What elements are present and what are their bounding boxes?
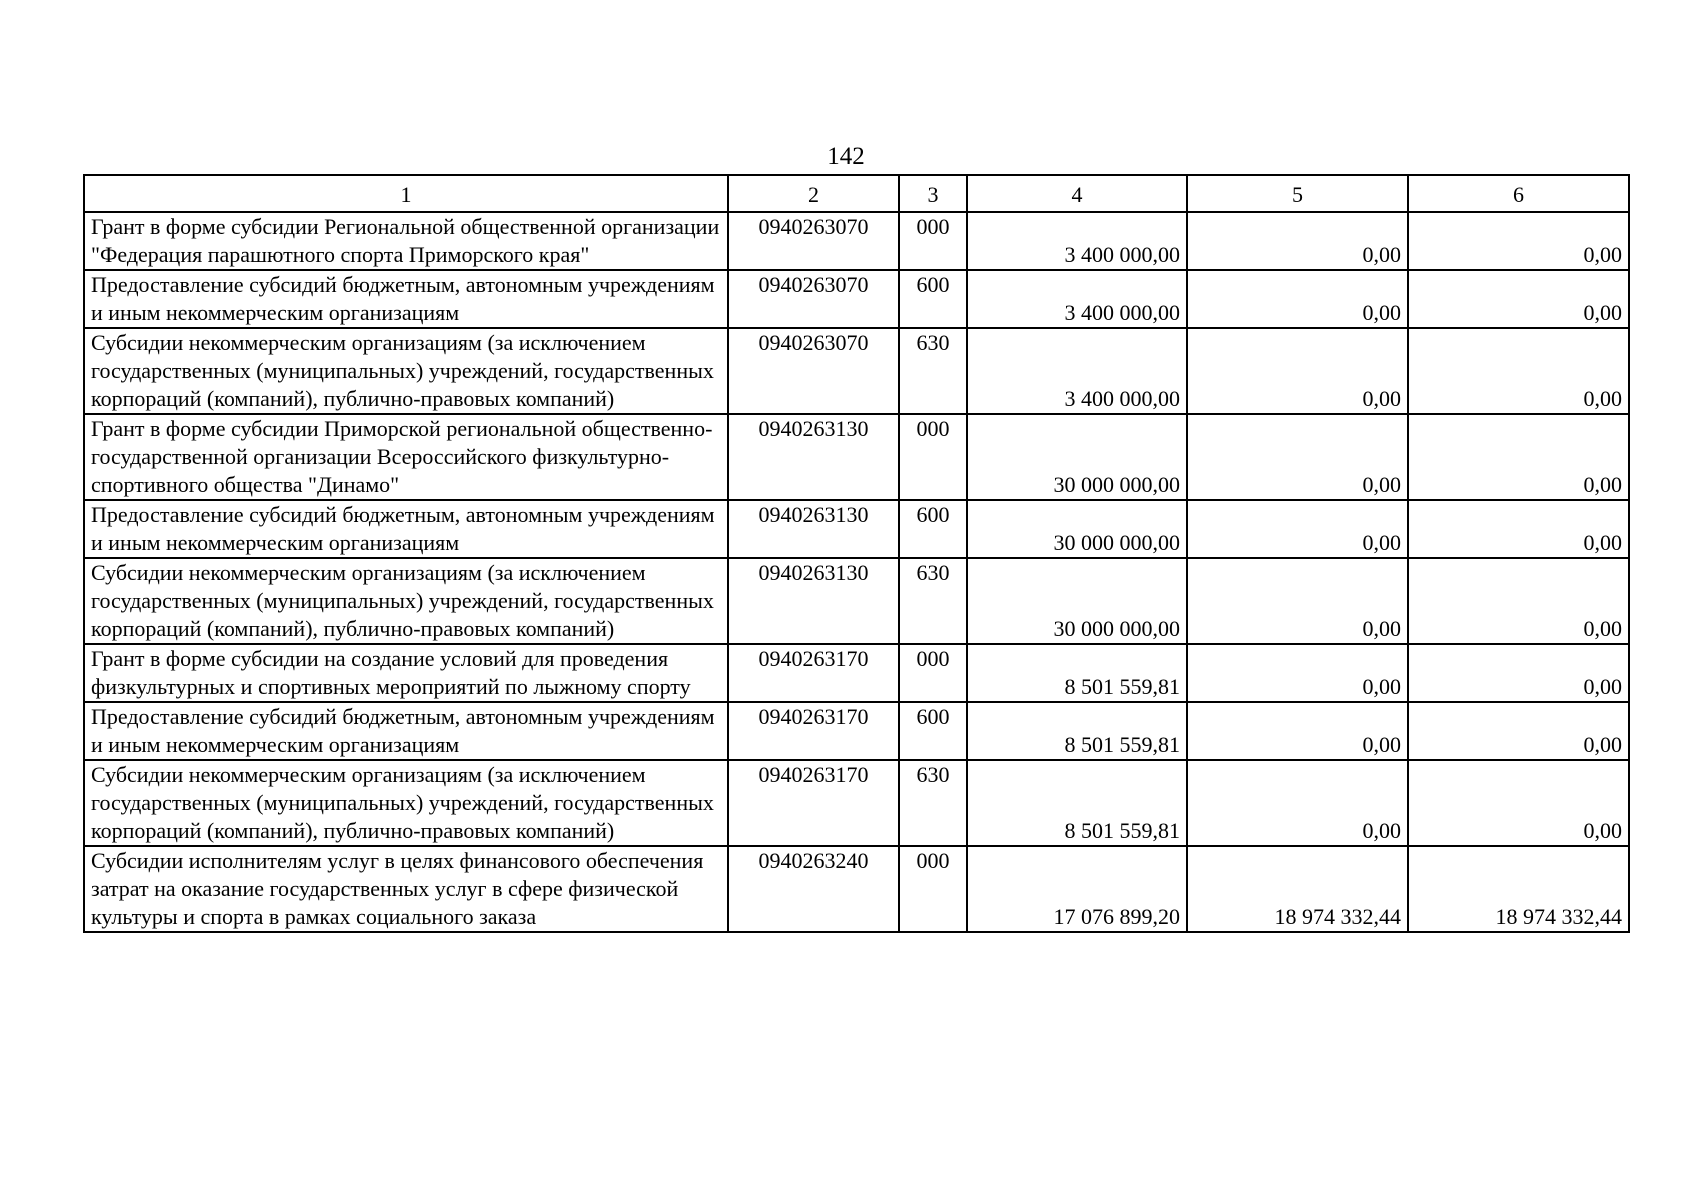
row-name: Субсидии исполнителям услуг в целях финансового обеспечения затрат на оказание государственных услуг в сфере физической культуры и спорта в рамках социального заказа [84, 846, 728, 932]
row-value-4: 17 076 899,20 [967, 846, 1187, 932]
row-name: Субсидии некоммерческим организациям (за исключением государственных (муниципальных) учреждений, государственных корпораций (компаний), публично-правовых компаний) [84, 328, 728, 414]
row-code: 0940263130 [728, 414, 899, 500]
table-row [84, 414, 1629, 500]
row-value-6: 0,00 [1408, 644, 1629, 702]
row-value-5: 0,00 [1187, 270, 1408, 328]
column-header-5: 5 [1187, 175, 1408, 212]
row-value-5: 0,00 [1187, 414, 1408, 500]
row-code: 0940263070 [728, 270, 899, 328]
table-row [84, 558, 1629, 644]
row-value-4: 8 501 559,81 [967, 644, 1187, 702]
row-name: Грант в форме субсидии Региональной общественной организации "Федерация парашютного спорта Приморского края" [84, 212, 728, 270]
budget-table [83, 174, 1630, 933]
column-header-3: 3 [899, 175, 967, 212]
header-row [84, 175, 1629, 212]
row-value-5: 0,00 [1187, 500, 1408, 558]
row-value-4: 30 000 000,00 [967, 414, 1187, 500]
column-header-2: 2 [728, 175, 899, 212]
row-type: 000 [899, 212, 967, 270]
row-code: 0940263070 [728, 212, 899, 270]
row-value-4: 30 000 000,00 [967, 558, 1187, 644]
column-header-1: 1 [84, 175, 728, 212]
row-value-6: 18 974 332,44 [1408, 846, 1629, 932]
row-value-4: 3 400 000,00 [967, 328, 1187, 414]
row-name: Грант в форме субсидии Приморской региональной общественно-государственной организации Всероссийского физкультурно-спортивного общества "Динамо" [84, 414, 728, 500]
row-value-5: 0,00 [1187, 644, 1408, 702]
column-header-4: 4 [967, 175, 1187, 212]
table-row [84, 760, 1629, 846]
row-name: Субсидии некоммерческим организациям (за исключением государственных (муниципальных) учреждений, государственных корпораций (компаний), публично-правовых компаний) [84, 760, 728, 846]
row-code: 0940263170 [728, 644, 899, 702]
row-type: 600 [899, 270, 967, 328]
row-name: Предоставление субсидий бюджетным, автономным учреждениям и иным некоммерческим организациям [84, 270, 728, 328]
row-type: 630 [899, 558, 967, 644]
row-type: 600 [899, 500, 967, 558]
row-value-4: 30 000 000,00 [967, 500, 1187, 558]
table-row [84, 270, 1629, 328]
column-header-6: 6 [1408, 175, 1629, 212]
row-name: Субсидии некоммерческим организациям (за исключением государственных (муниципальных) учреждений, государственных корпораций (компаний), публично-правовых компаний) [84, 558, 728, 644]
row-type: 630 [899, 760, 967, 846]
table-row [84, 500, 1629, 558]
row-value-5: 0,00 [1187, 760, 1408, 846]
row-value-5: 0,00 [1187, 702, 1408, 760]
row-value-4: 3 400 000,00 [967, 212, 1187, 270]
row-code: 0940263130 [728, 500, 899, 558]
page-number: 142 [827, 143, 865, 170]
table-row [84, 644, 1629, 702]
row-code: 0940263170 [728, 702, 899, 760]
row-code: 0940263070 [728, 328, 899, 414]
row-type: 630 [899, 328, 967, 414]
table-row [84, 702, 1629, 760]
row-value-6: 0,00 [1408, 212, 1629, 270]
row-value-4: 8 501 559,81 [967, 760, 1187, 846]
row-name: Предоставление субсидий бюджетным, автономным учреждениям и иным некоммерческим организациям [84, 500, 728, 558]
row-value-5: 18 974 332,44 [1187, 846, 1408, 932]
row-value-4: 3 400 000,00 [967, 270, 1187, 328]
table-row [84, 212, 1629, 270]
row-value-6: 0,00 [1408, 760, 1629, 846]
row-type: 000 [899, 644, 967, 702]
row-value-6: 0,00 [1408, 270, 1629, 328]
table-row [84, 328, 1629, 414]
row-value-4: 8 501 559,81 [967, 702, 1187, 760]
row-type: 600 [899, 702, 967, 760]
table-row [84, 846, 1629, 932]
row-code: 0940263240 [728, 846, 899, 932]
row-value-5: 0,00 [1187, 558, 1408, 644]
row-value-6: 0,00 [1408, 328, 1629, 414]
row-value-5: 0,00 [1187, 328, 1408, 414]
row-value-5: 0,00 [1187, 212, 1408, 270]
row-type: 000 [899, 414, 967, 500]
row-value-6: 0,00 [1408, 702, 1629, 760]
row-value-6: 0,00 [1408, 558, 1629, 644]
row-value-6: 0,00 [1408, 500, 1629, 558]
row-name: Грант в форме субсидии на создание условий для проведения физкультурных и спортивных мероприятий по лыжному спорту [84, 644, 728, 702]
row-code: 0940263130 [728, 558, 899, 644]
row-code: 0940263170 [728, 760, 899, 846]
row-name: Предоставление субсидий бюджетным, автономным учреждениям и иным некоммерческим организациям [84, 702, 728, 760]
row-value-6: 0,00 [1408, 414, 1629, 500]
row-type: 000 [899, 846, 967, 932]
